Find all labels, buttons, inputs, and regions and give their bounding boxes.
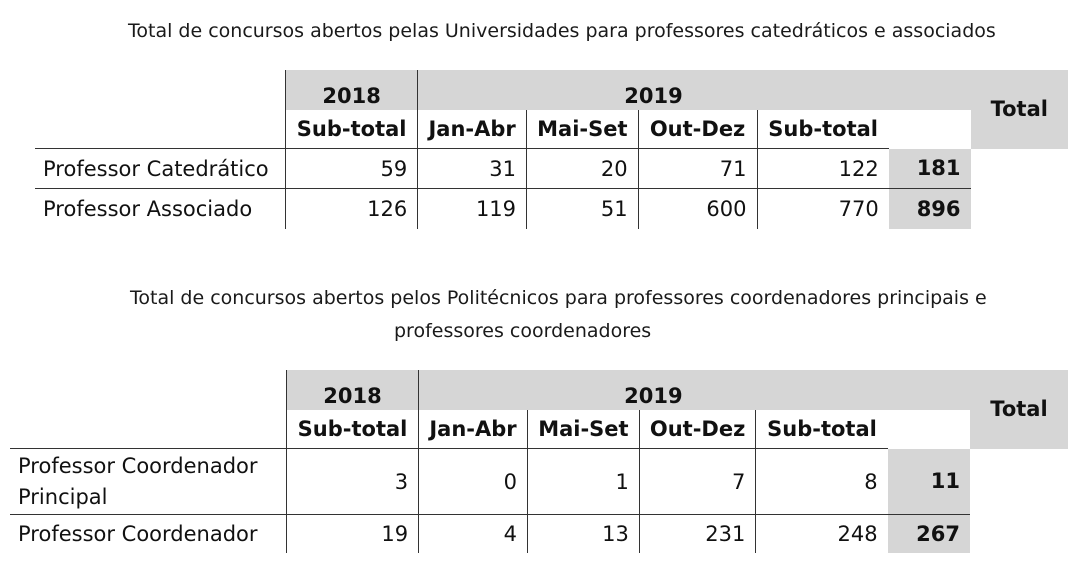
row-label <box>10 449 286 515</box>
table1-title: Total de concursos abertos pelas Universidades para professores catedráticos e associados <box>128 20 996 42</box>
table-cell: 231 <box>639 515 755 553</box>
subheader: Sub-total <box>757 110 889 149</box>
total-cell: 896 <box>889 189 971 229</box>
table2-title-line2: professores coordenadores <box>394 320 652 342</box>
universidades-table <box>35 70 1068 229</box>
table-cell: 122 <box>757 149 889 189</box>
total-header: Total <box>970 370 1068 449</box>
total-cell: 267 <box>888 515 970 553</box>
table-cell: 4 <box>419 515 528 553</box>
total-header-top <box>888 370 970 410</box>
total-cell: 181 <box>889 149 971 189</box>
subheader: Sub-total <box>286 110 418 149</box>
table-cell: 7 <box>639 449 755 515</box>
table-cell: 119 <box>418 189 527 229</box>
empty-corner <box>35 70 286 110</box>
subheader: Mai-Set <box>527 110 639 149</box>
table-cell: 3 <box>286 449 418 515</box>
table-cell: 126 <box>286 189 418 229</box>
subheader: Out-Dez <box>638 110 757 149</box>
table-cell: 13 <box>527 515 639 553</box>
year-2019-header: 2019 <box>418 70 889 110</box>
empty-corner <box>10 370 286 410</box>
table2-title-line1: Total de concursos abertos pelos Politécnicos para professores coordenadores principais e <box>130 287 987 309</box>
subheader: Mai-Set <box>527 410 639 449</box>
total-header-top <box>889 70 971 110</box>
table-cell: 51 <box>527 189 639 229</box>
subheader: Sub-total <box>286 410 418 449</box>
row-label-line1: Professor Coordenador <box>18 453 258 478</box>
subheader: Out-Dez <box>639 410 755 449</box>
year-2019-header: 2019 <box>419 370 888 410</box>
row-label-line2: Principal <box>18 484 108 509</box>
total-header: Total <box>971 70 1068 149</box>
table-cell: 20 <box>527 149 639 189</box>
table-cell: 71 <box>638 149 757 189</box>
politecnicos-table <box>10 370 1068 553</box>
empty-corner <box>35 110 286 149</box>
empty-corner <box>10 410 286 449</box>
table-cell: 59 <box>286 149 418 189</box>
year-2018-header: 2018 <box>286 70 418 110</box>
year-2018-header: 2018 <box>286 370 418 410</box>
table-cell: 31 <box>418 149 527 189</box>
row-label: Professor Catedrático <box>35 149 286 189</box>
total-cell: 11 <box>888 449 970 515</box>
subheader: Sub-total <box>756 410 888 449</box>
subheader: Jan-Abr <box>419 410 528 449</box>
subheader: Jan-Abr <box>418 110 527 149</box>
row-label: Professor Coordenador <box>18 521 258 546</box>
table-cell: 770 <box>757 189 889 229</box>
row-label: Professor Associado <box>43 196 253 221</box>
table-cell: 248 <box>756 515 888 553</box>
table-cell: 19 <box>286 515 418 553</box>
table-cell: 1 <box>527 449 639 515</box>
table-cell: 8 <box>756 449 888 515</box>
table-cell: 0 <box>419 449 528 515</box>
table-cell: 600 <box>638 189 757 229</box>
